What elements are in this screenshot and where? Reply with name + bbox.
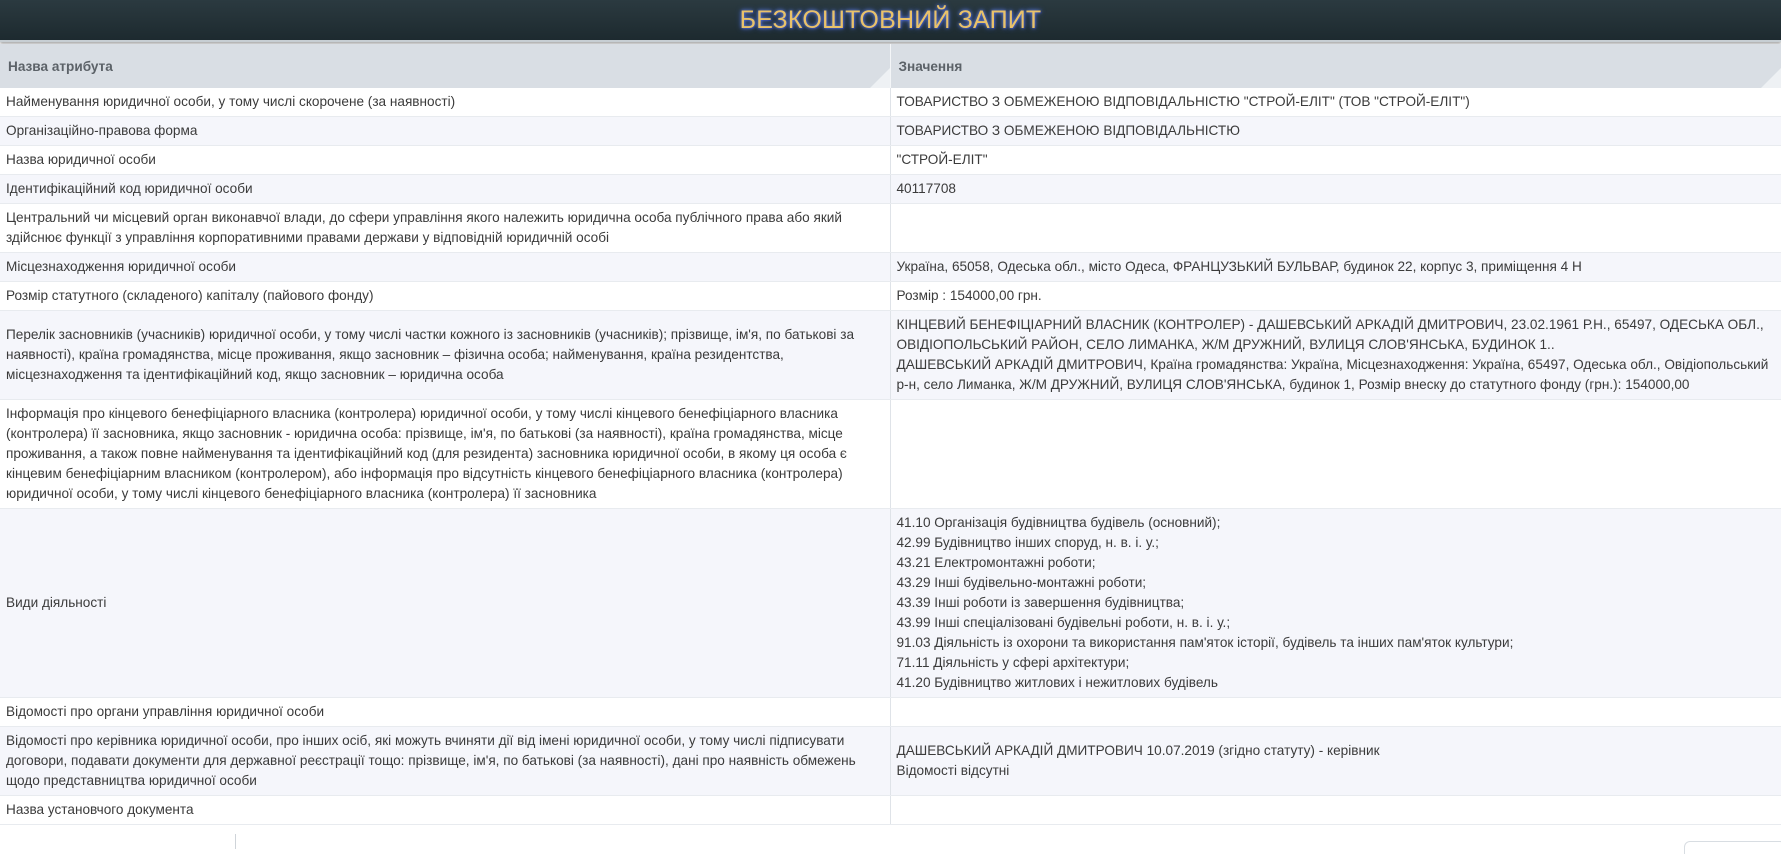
table-row	[0, 698, 1781, 727]
table-row	[0, 117, 1781, 146]
value-line: 43.99 Інші спеціалізовані будівельні роботи, н. в. і. у.;	[896, 615, 1231, 630]
value-line: ТОВАРИСТВО З ОБМЕЖЕНОЮ ВІДПОВІДАЛЬНІСТЮ	[896, 123, 1240, 138]
value-cell	[890, 509, 1781, 698]
header-fold-decoration	[1761, 68, 1781, 88]
attribute-cell: Відомості про керівника юридичної особи, про інших осіб, які можуть вчиняти дії від імені юридичної особи, у тому числі підписувати договори, подавати документи для державної реєстрації тощо: прізвище, ім'я, по батькові (за наявності), дані про наявність обмежень щодо представництва юридичної особи	[0, 727, 890, 796]
table-row	[0, 204, 1781, 253]
value-cell	[890, 204, 1781, 253]
page-footer	[0, 828, 1781, 849]
value-cell	[890, 282, 1781, 311]
value-cell	[890, 400, 1781, 509]
value-line: ТОВАРИСТВО З ОБМЕЖЕНОЮ ВІДПОВІДАЛЬНІСТЮ "СТРОЙ-ЕЛІТ" (ТОВ "СТРОЙ-ЕЛІТ")	[896, 94, 1470, 109]
attribute-cell: Назва юридичної особи	[0, 146, 890, 175]
value-line: 41.10 Організація будівництва будівель (основний);	[896, 515, 1221, 530]
attribute-cell: Організаційно-правова форма	[0, 117, 890, 146]
value-cell	[890, 698, 1781, 727]
value-line: 40117708	[896, 181, 956, 196]
table-body	[0, 88, 1781, 825]
value-cell	[890, 175, 1781, 204]
value-cell	[890, 727, 1781, 796]
value-line: "СТРОЙ-ЕЛІТ"	[896, 152, 988, 167]
footer-widget-edge	[1684, 841, 1781, 854]
attribute-cell: Назва установчого документа	[0, 796, 890, 825]
attribute-cell: Види діяльності	[0, 509, 890, 698]
table-row	[0, 509, 1781, 698]
header-fold-decoration	[870, 68, 890, 88]
value-cell	[890, 796, 1781, 825]
header-value[interactable]	[890, 44, 1781, 88]
banner-title: БЕЗКОШТОВНИЙ ЗАПИТ	[739, 5, 1042, 34]
attribute-cell: Перелік засновників (учасників) юридичної особи, у тому числі частки кожного із засновників (учасників); прізвище, ім'я, по батькові за наявності), країна громадянства, місце проживання, якщо засновник – фізична особа; найменування, країна резидентства, місцезнаходження та ідентифікаційний код, якщо засновник – юридична особа	[0, 311, 890, 400]
value-line: Україна, 65058, Одеська обл., місто Одеса, ФРАНЦУЗЬКИЙ БУЛЬВАР, будинок 22, корпус 3, приміщення 4 Н	[896, 259, 1582, 274]
value-line: 42.99 Будівництво інших споруд, н. в. і. у.;	[896, 535, 1159, 550]
value-line: ДАШЕВСЬКИЙ АРКАДІЙ ДМИТРОВИЧ 10.07.2019 (згідно статуту) - керівник	[896, 743, 1380, 758]
value-line: 41.20 Будівництво житлових і нежитлових будівель	[896, 675, 1218, 690]
attributes-table	[0, 44, 1781, 825]
value-line: 43.39 Інші роботи із завершення будівництва;	[896, 595, 1185, 610]
table-row	[0, 88, 1781, 117]
attribute-cell: Місцезнаходження юридичної особи	[0, 253, 890, 282]
page-banner	[0, 0, 1781, 42]
value-line: 43.21 Електромонтажні роботи;	[896, 555, 1096, 570]
table-row	[0, 796, 1781, 825]
value-cell	[890, 88, 1781, 117]
value-cell	[890, 253, 1781, 282]
header-attribute[interactable]	[0, 44, 890, 88]
attribute-cell: Найменування юридичної особи, у тому числі скорочене (за наявності)	[0, 88, 890, 117]
header-value-label: Значення	[898, 58, 963, 74]
table-row	[0, 175, 1781, 204]
attribute-cell: Ідентифікаційний код юридичної особи	[0, 175, 890, 204]
value-line: КІНЦЕВИЙ БЕНЕФІЦІАРНИЙ ВЛАСНИК (КОНТРОЛЕР) - ДАШЕВСЬКИЙ АРКАДІЙ ДМИТРОВИЧ, 23.02.1961 Р.Н., 65497, ОДЕСЬКА ОБЛ., ОВІДІОПОЛЬСЬКИЙ РАЙОН, СЕЛО ЛИМАНКА, Ж/М ДРУЖНИЙ, ВУЛИЦЯ СЛОВ'ЯНСЬКА, БУДИНОК 1..	[896, 317, 1764, 352]
table-row	[0, 146, 1781, 175]
table-row	[0, 282, 1781, 311]
value-cell	[890, 146, 1781, 175]
table-row	[0, 253, 1781, 282]
table-row	[0, 311, 1781, 400]
header-attribute-label: Назва атрибута	[8, 58, 113, 74]
value-line: 71.11 Діяльність у сфері архітектури;	[896, 655, 1130, 670]
value-line: 43.29 Інші будівельно-монтажні роботи;	[896, 575, 1147, 590]
attribute-cell: Центральний чи місцевий орган виконавчої влади, до сфери управління якого належить юридична особа публічного права або який здійснює функції з управління корпоративними правами держави у відповідній юридичній особі	[0, 204, 890, 253]
table-row	[0, 727, 1781, 796]
value-cell	[890, 311, 1781, 400]
value-line: ДАШЕВСЬКИЙ АРКАДІЙ ДМИТРОВИЧ, Країна громадянства: Україна, Місцезнаходження: Україна, 65497, Одеська обл., Овідіопольський р-н, село Лиманка, Ж/М ДРУЖНИЙ, ВУЛИЦЯ СЛОВ'ЯНСЬКА, будинок 1, Розмір внеску до статутного фонду (грн.): 154000,00	[896, 357, 1769, 392]
value-line: 91.03 Діяльність із охорони та використання пам'яток історії, будівель та інших пам'яток культури;	[896, 635, 1514, 650]
footer-divider	[235, 834, 236, 849]
attribute-cell: Відомості про органи управління юридичної особи	[0, 698, 890, 727]
attribute-cell: Інформація про кінцевого бенефіціарного власника (контролера) юридичної особи, у тому числі кінцевого бенефіціарного власника (контролера) її засновника, якщо засновник - юридична особа: прізвище, ім'я, по батькові (за наявності), країна громадянства, місце проживання, а також повне найменування та ідентифікаційний код (для резидента) засновника юридичної особи, в якому ця особа є кінцевим бенефіціарним власником (контролером), або інформація про відсутність кінцевого бенефіціарного власника (контролера) юридичної особи, у тому числі кінцевого бенефіціарного власника (контролера) її засновника	[0, 400, 890, 509]
table-row	[0, 400, 1781, 509]
value-line: Відомості відсутні	[896, 763, 1010, 778]
attribute-cell: Розмір статутного (складеного) капіталу (пайового фонду)	[0, 282, 890, 311]
value-line: Розмір : 154000,00 грн.	[896, 288, 1042, 303]
table-header-row	[0, 44, 1781, 88]
value-cell	[890, 117, 1781, 146]
